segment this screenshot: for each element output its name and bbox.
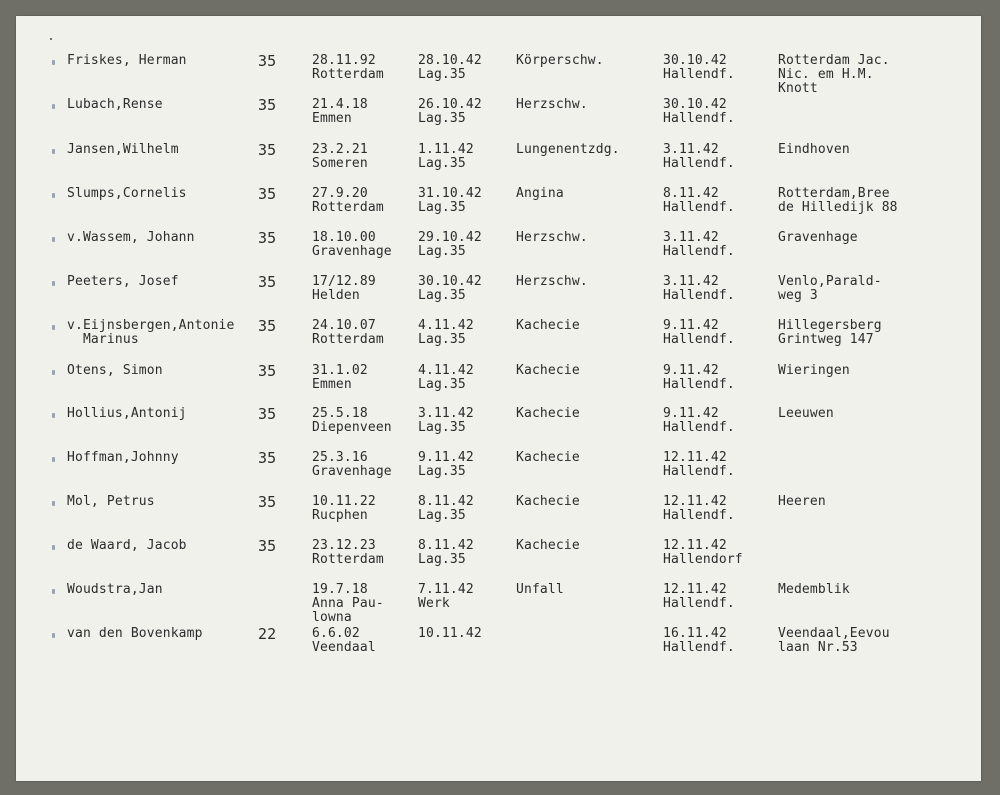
arrival-date-camp — [418, 539, 474, 567]
arrival-date-camp — [418, 364, 474, 392]
birth-date-place-line: lowna — [312, 610, 352, 625]
birth-date-place-line: Veendaal — [312, 640, 376, 655]
death-date-place-line: 12.11.42 — [663, 494, 727, 509]
person-name — [67, 583, 163, 597]
pencil-tick-mark — [52, 413, 55, 418]
birth-date-place-line: 10.11.22 — [312, 494, 376, 509]
death-date-place-line: 12.11.42 — [663, 450, 727, 465]
death-date-place — [663, 627, 735, 655]
cause-of-death — [516, 583, 564, 597]
home-address-line: weg 3 — [778, 288, 818, 303]
home-address-line: Grintweg 147 — [778, 332, 874, 347]
death-date-place-line: Hallendf. — [663, 200, 735, 215]
death-date-place — [663, 583, 735, 611]
birth-date-place — [312, 275, 376, 303]
home-address-line: Leeuwen — [778, 406, 834, 421]
arrival-date-camp — [418, 319, 474, 347]
home-address — [778, 583, 850, 597]
cause-of-death-line: Unfall — [516, 582, 564, 597]
arrival-date-camp-line: 31.10.42 — [418, 186, 482, 201]
arrival-date-camp-line: 29.10.42 — [418, 230, 482, 245]
birth-date-place — [312, 319, 384, 347]
pencil-tick-mark — [52, 589, 55, 594]
home-address-line: Gravenhage — [778, 230, 858, 245]
birth-date-place-line: 18.10.00 — [312, 230, 376, 245]
birth-date-place — [312, 187, 384, 215]
birth-date-place — [312, 54, 384, 82]
birth-date-place-line: Rotterdam — [312, 67, 384, 82]
ink-speck — [50, 38, 52, 40]
block-number: 35 — [258, 185, 277, 203]
home-address — [778, 54, 890, 96]
person-name-line: Peeters, Josef — [67, 274, 179, 289]
pencil-tick-mark — [52, 370, 55, 375]
death-date-place-line: 8.11.42 — [663, 186, 719, 201]
birth-date-place-line: Rotterdam — [312, 200, 384, 215]
person-name — [67, 407, 187, 421]
home-address-line: de Hilledijk 88 — [778, 200, 898, 215]
death-date-place — [663, 187, 735, 215]
cause-of-death — [516, 319, 580, 333]
death-date-place-line: 16.11.42 — [663, 626, 727, 641]
birth-date-place-line: Emmen — [312, 111, 352, 126]
arrival-date-camp-line: 7.11.42 — [418, 582, 474, 597]
death-date-place — [663, 319, 735, 347]
arrival-date-camp — [418, 627, 482, 641]
home-address — [778, 275, 882, 303]
home-address — [778, 364, 850, 378]
home-address-line: Rotterdam,Bree — [778, 186, 890, 201]
person-name-line: Jansen,Wilhelm — [67, 142, 179, 157]
person-name-line: van den Bovenkamp — [67, 626, 203, 641]
cause-of-death-line: Kachecie — [516, 538, 580, 553]
birth-date-place-line: Helden — [312, 288, 360, 303]
arrival-date-camp-line: 8.11.42 — [418, 494, 474, 509]
arrival-date-camp-line: Lag.35 — [418, 508, 466, 523]
birth-date-place-line: Someren — [312, 156, 368, 171]
death-date-place — [663, 143, 735, 171]
home-address-line: Medemblik — [778, 582, 850, 597]
birth-date-place-line: 31.1.02 — [312, 363, 368, 378]
pencil-tick-mark — [52, 325, 55, 330]
arrival-date-camp — [418, 187, 482, 215]
death-date-place-line: Hallendf. — [663, 332, 735, 347]
person-name — [67, 98, 163, 112]
death-date-place-line: Hallendf. — [663, 67, 735, 82]
cause-of-death-line: Herzschw. — [516, 97, 588, 112]
arrival-date-camp-line: Lag.35 — [418, 67, 466, 82]
pencil-tick-mark — [52, 237, 55, 242]
arrival-date-camp-line: Lag.35 — [418, 332, 466, 347]
death-date-place — [663, 54, 735, 82]
arrival-date-camp-line: 4.11.42 — [418, 363, 474, 378]
document-page — [16, 16, 981, 781]
pencil-tick-mark — [52, 633, 55, 638]
death-date-place-line: 9.11.42 — [663, 406, 719, 421]
person-name — [67, 495, 155, 509]
person-name — [67, 539, 187, 553]
block-number: 35 — [258, 449, 277, 467]
arrival-date-camp-line: 3.11.42 — [418, 406, 474, 421]
birth-date-place-line: 23.2.21 — [312, 142, 368, 157]
cause-of-death-line: Kachecie — [516, 450, 580, 465]
home-address-line: Veendaal,Eevou — [778, 626, 890, 641]
death-date-place-line: 3.11.42 — [663, 142, 719, 157]
cause-of-death-line: Lungenentzdg. — [516, 142, 620, 157]
birth-date-place-line: 25.3.16 — [312, 450, 368, 465]
arrival-date-camp-line: Werk — [418, 596, 450, 611]
death-date-place-line: Hallendf. — [663, 596, 735, 611]
cause-of-death — [516, 187, 564, 201]
home-address-line: Eindhoven — [778, 142, 850, 157]
death-date-place-line: 3.11.42 — [663, 274, 719, 289]
block-number: 22 — [258, 625, 277, 643]
cause-of-death — [516, 495, 580, 509]
arrival-date-camp-line: 10.11.42 — [418, 626, 482, 641]
birth-date-place-line: Diepenveen — [312, 420, 392, 435]
arrival-date-camp-line: Lag.35 — [418, 420, 466, 435]
death-date-place — [663, 407, 735, 435]
death-date-place-line: Hallendf. — [663, 244, 735, 259]
person-name-line: v.Wassem, Johann — [67, 230, 195, 245]
block-number: 35 — [258, 537, 277, 555]
pencil-tick-mark — [52, 104, 55, 109]
cause-of-death-line: Herzschw. — [516, 230, 588, 245]
death-date-place — [663, 98, 735, 126]
home-address — [778, 231, 858, 245]
person-name — [67, 275, 179, 289]
home-address-line: Heeren — [778, 494, 826, 509]
pencil-tick-mark — [52, 457, 55, 462]
birth-date-place — [312, 407, 392, 435]
arrival-date-camp-line: Lag.35 — [418, 288, 466, 303]
birth-date-place-line: Rotterdam — [312, 552, 384, 567]
death-date-place-line: Hallendf. — [663, 288, 735, 303]
birth-date-place-line: 19.7.18 — [312, 582, 368, 597]
pencil-tick-mark — [52, 60, 55, 65]
birth-date-place-line: Rucphen — [312, 508, 368, 523]
cause-of-death-line: Kachecie — [516, 318, 580, 333]
block-number: 35 — [258, 493, 277, 511]
death-date-place-line: 12.11.42 — [663, 582, 727, 597]
birth-date-place — [312, 143, 368, 171]
home-address-line: Venlo,Parald- — [778, 274, 882, 289]
death-date-place — [663, 539, 743, 567]
arrival-date-camp-line: Lag.35 — [418, 111, 466, 126]
home-address — [778, 495, 826, 509]
home-address-line: Knott — [778, 81, 818, 96]
arrival-date-camp-line: Lag.35 — [418, 377, 466, 392]
death-date-place-line: 9.11.42 — [663, 363, 719, 378]
birth-date-place-line: Anna Pau- — [312, 596, 384, 611]
death-date-place-line: Hallendorf — [663, 552, 743, 567]
arrival-date-camp-line: 8.11.42 — [418, 538, 474, 553]
arrival-date-camp-line: Lag.35 — [418, 244, 466, 259]
arrival-date-camp — [418, 275, 482, 303]
home-address — [778, 187, 898, 215]
cause-of-death — [516, 539, 580, 553]
person-name-line: Friskes, Herman — [67, 53, 187, 68]
birth-date-place — [312, 364, 368, 392]
person-name-line: Woudstra,Jan — [67, 582, 163, 597]
person-name — [67, 143, 179, 157]
pencil-tick-mark — [52, 545, 55, 550]
birth-date-place — [312, 451, 392, 479]
block-number: 35 — [258, 52, 277, 70]
cause-of-death — [516, 364, 580, 378]
home-address — [778, 627, 890, 655]
arrival-date-camp — [418, 451, 474, 479]
birth-date-place — [312, 98, 368, 126]
arrival-date-camp — [418, 231, 482, 259]
death-date-place-line: Hallendf. — [663, 640, 735, 655]
cause-of-death — [516, 231, 588, 245]
cause-of-death-line: Körperschw. — [516, 53, 604, 68]
birth-date-place-line: 27.9.20 — [312, 186, 368, 201]
person-name — [67, 187, 187, 201]
death-date-place-line: Hallendf. — [663, 464, 735, 479]
death-date-place — [663, 231, 735, 259]
person-name-line: Lubach,Rense — [67, 97, 163, 112]
arrival-date-camp — [418, 495, 474, 523]
person-name-line: Marinus — [67, 332, 139, 347]
person-name — [67, 319, 235, 347]
birth-date-place-line: Gravenhage — [312, 464, 392, 479]
cause-of-death — [516, 407, 580, 421]
cause-of-death — [516, 275, 588, 289]
person-name — [67, 451, 179, 465]
person-name-line: Mol, Petrus — [67, 494, 155, 509]
home-address-line: Rotterdam Jac. — [778, 53, 890, 68]
block-number: 35 — [258, 317, 277, 335]
birth-date-place — [312, 231, 392, 259]
arrival-date-camp-line: 26.10.42 — [418, 97, 482, 112]
cause-of-death-line: Kachecie — [516, 406, 580, 421]
death-date-place — [663, 364, 735, 392]
home-address — [778, 143, 850, 157]
block-number: 35 — [258, 141, 277, 159]
home-address-line: Nic. em H.M. — [778, 67, 874, 82]
death-date-place-line: Hallendf. — [663, 377, 735, 392]
pencil-tick-mark — [52, 193, 55, 198]
home-address-line: Hillegersberg — [778, 318, 882, 333]
death-date-place-line: 9.11.42 — [663, 318, 719, 333]
birth-date-place-line: Emmen — [312, 377, 352, 392]
arrival-date-camp-line: 28.10.42 — [418, 53, 482, 68]
birth-date-place — [312, 539, 384, 567]
arrival-date-camp — [418, 98, 482, 126]
birth-date-place-line: 28.11.92 — [312, 53, 376, 68]
person-name-line: Hollius,Antonij — [67, 406, 187, 421]
arrival-date-camp — [418, 143, 474, 171]
person-name-line: Otens, Simon — [67, 363, 163, 378]
arrival-date-camp-line: Lag.35 — [418, 156, 466, 171]
block-number: 35 — [258, 362, 277, 380]
cause-of-death — [516, 143, 620, 157]
arrival-date-camp-line: 9.11.42 — [418, 450, 474, 465]
birth-date-place-line: 24.10.07 — [312, 318, 376, 333]
birth-date-place-line: 6.6.02 — [312, 626, 360, 641]
home-address-line: laan Nr.53 — [778, 640, 858, 655]
arrival-date-camp-line: Lag.35 — [418, 200, 466, 215]
death-date-place-line: 3.11.42 — [663, 230, 719, 245]
birth-date-place — [312, 495, 376, 523]
cause-of-death-line: Angina — [516, 186, 564, 201]
arrival-date-camp-line: 1.11.42 — [418, 142, 474, 157]
block-number: 35 — [258, 405, 277, 423]
death-date-place-line: Hallendf. — [663, 156, 735, 171]
death-date-place — [663, 451, 735, 479]
death-date-place — [663, 495, 735, 523]
birth-date-place-line: 17/12.89 — [312, 274, 376, 289]
arrival-date-camp — [418, 54, 482, 82]
birth-date-place-line: Gravenhage — [312, 244, 392, 259]
birth-date-place-line: Rotterdam — [312, 332, 384, 347]
person-name — [67, 54, 187, 68]
cause-of-death-line: Kachecie — [516, 494, 580, 509]
birth-date-place-line: 21.4.18 — [312, 97, 368, 112]
arrival-date-camp-line: Lag.35 — [418, 464, 466, 479]
death-date-place-line: Hallendf. — [663, 508, 735, 523]
pencil-tick-mark — [52, 149, 55, 154]
death-date-place-line: 12.11.42 — [663, 538, 727, 553]
arrival-date-camp-line: 4.11.42 — [418, 318, 474, 333]
arrival-date-camp-line: Lag.35 — [418, 552, 466, 567]
arrival-date-camp — [418, 583, 474, 611]
cause-of-death — [516, 451, 580, 465]
person-name — [67, 627, 203, 641]
block-number: 35 — [258, 229, 277, 247]
death-date-place — [663, 275, 735, 303]
arrival-date-camp — [418, 407, 474, 435]
person-name-line: de Waard, Jacob — [67, 538, 187, 553]
cause-of-death — [516, 54, 604, 68]
pencil-tick-mark — [52, 281, 55, 286]
death-date-place-line: 30.10.42 — [663, 53, 727, 68]
birth-date-place-line: 23.12.23 — [312, 538, 376, 553]
death-date-place-line: Hallendf. — [663, 111, 735, 126]
birth-date-place — [312, 627, 376, 655]
death-date-place-line: 30.10.42 — [663, 97, 727, 112]
cause-of-death-line: Kachecie — [516, 363, 580, 378]
block-number: 35 — [258, 96, 277, 114]
home-address-line: Wieringen — [778, 363, 850, 378]
home-address — [778, 319, 882, 347]
block-number: 35 — [258, 273, 277, 291]
person-name — [67, 364, 163, 378]
birth-date-place-line: 25.5.18 — [312, 406, 368, 421]
cause-of-death — [516, 98, 588, 112]
pencil-tick-mark — [52, 501, 55, 506]
death-date-place-line: Hallendf. — [663, 420, 735, 435]
cause-of-death-line: Herzschw. — [516, 274, 588, 289]
person-name — [67, 231, 195, 245]
person-name-line: Hoffman,Johnny — [67, 450, 179, 465]
person-name-line: v.Eijnsbergen,Antonie — [67, 318, 235, 333]
birth-date-place — [312, 583, 384, 625]
person-name-line: Slumps,Cornelis — [67, 186, 187, 201]
arrival-date-camp-line: 30.10.42 — [418, 274, 482, 289]
home-address — [778, 407, 834, 421]
